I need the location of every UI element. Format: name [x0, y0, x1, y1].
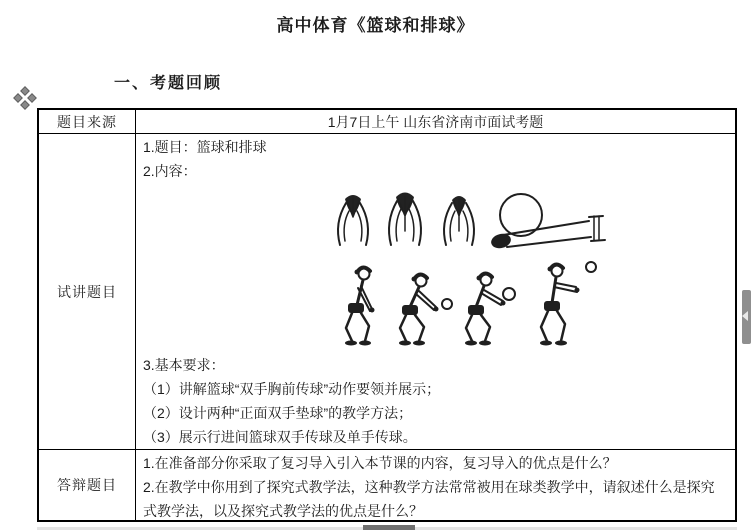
source-row-value: 1月7日上午 山东省济南市面试考题 [327, 113, 544, 130]
lecture-topic-line: 1.题目：篮球和排球 [143, 139, 267, 155]
move-handle-diamonds-icon [12, 86, 38, 112]
player-figure-4 [540, 262, 596, 346]
forearm-pass-arms-diagram [490, 194, 605, 250]
table-move-handle-icon[interactable] [12, 86, 38, 112]
volleyball-technique-illustration [329, 185, 609, 351]
lecture-req-3: （3）展示行进间篮球双手传球及单手传球。 [143, 429, 417, 445]
lecture-row-label: 试讲题目 [39, 134, 136, 449]
source-row-label: 题目来源 [39, 110, 136, 133]
player-figure-1 [345, 268, 375, 346]
volleyball-ball [586, 262, 596, 272]
volleyball-ball [503, 288, 515, 300]
player-figure-2 [399, 275, 452, 346]
section-heading: 一、考题回顾 [114, 75, 223, 92]
vertical-scrollbar-thumb[interactable] [742, 290, 751, 344]
defense-question-2: 2.在教学中你用到了探究式教学法，这种教学方法常常被用在球类教学中，请叙述什么是探究式教学法，以及探究式教学法的优点是什么？ [143, 479, 715, 519]
defense-row-content [136, 450, 735, 520]
table-row-source [39, 110, 735, 133]
overhead-pass-hands-diagram-3 [444, 196, 474, 245]
table-row-lecture [39, 133, 735, 449]
lecture-row-content [136, 134, 735, 449]
overhead-pass-hands-diagram-2 [389, 193, 421, 246]
exam-table [37, 108, 737, 522]
horizontal-scrollbar-thumb[interactable] [363, 525, 415, 530]
defense-question-1: 1.在准备部分你采取了复习导入引入本节课的内容，复习导入的优点是什么？ [143, 455, 617, 471]
lecture-req-1: （1）讲解篮球“双手胸前传球”动作要领并展示； [143, 381, 441, 397]
player-figure-3 [465, 274, 515, 346]
lecture-requirements-line: 3.基本要求： [143, 357, 225, 373]
lecture-content-line: 2.内容： [143, 163, 197, 179]
table-row-defense [39, 449, 735, 520]
lecture-req-2: （2）设计两种“正面双手垫球”的教学方法； [143, 405, 413, 421]
defense-row-label: 答辩题目 [39, 450, 136, 520]
overhead-pass-hands-diagram-1 [338, 195, 368, 245]
volleyball-ball [442, 299, 452, 309]
page-title: 高中体育《篮球和排球》 [276, 16, 475, 35]
